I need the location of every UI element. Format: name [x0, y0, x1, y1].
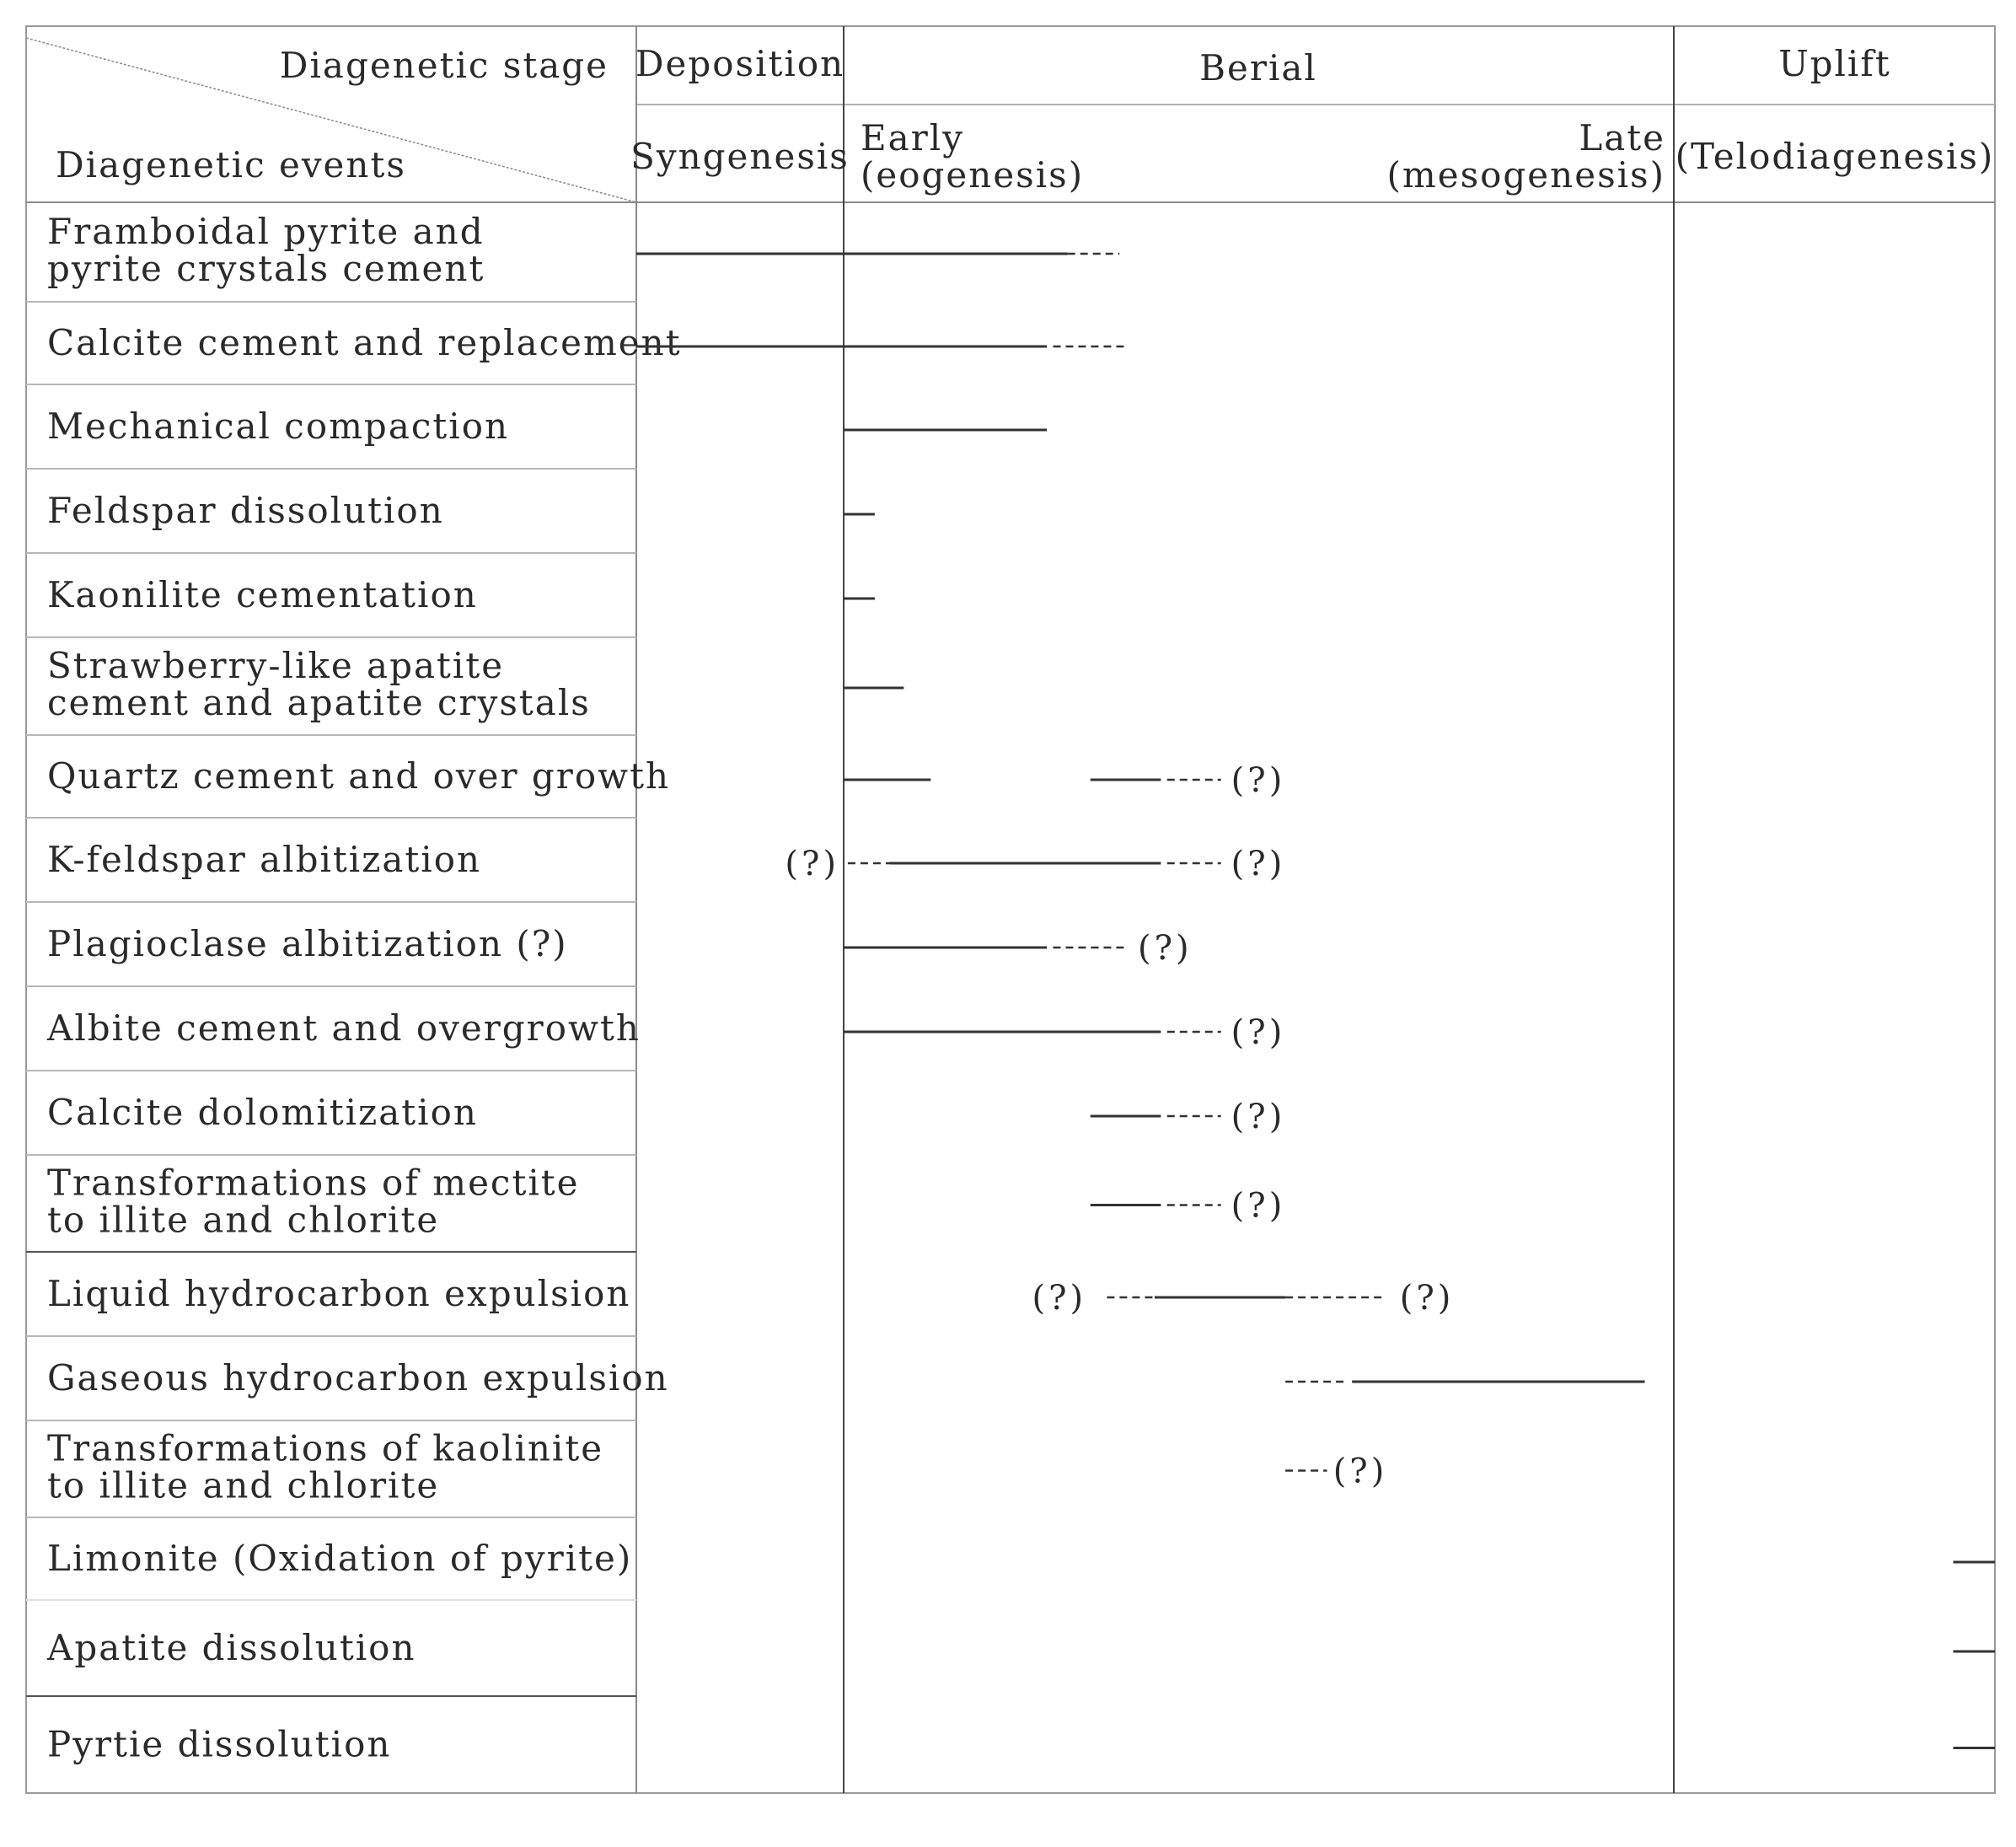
- late-substage-line1: Late: [1579, 117, 1665, 158]
- uncertainty-note: (?): [1231, 1186, 1286, 1226]
- event-label: Apatite dissolution: [47, 1627, 416, 1668]
- event-label: [47, 1428, 603, 1506]
- event-labels: [46, 211, 682, 1765]
- event-label-line: Framboidal pyrite and: [47, 211, 485, 252]
- corner-stage-label: Diagenetic stage: [279, 45, 609, 86]
- event-bars: [636, 254, 1995, 1748]
- event-label: Liquid hydrocarbon expulsion: [47, 1273, 631, 1314]
- event-label-line: Strawberry-like apatite: [47, 645, 505, 686]
- event-label-line: Transformations of mectite: [47, 1162, 580, 1204]
- early-substage-line1: Early: [861, 117, 964, 158]
- event-label-line: to illite and chlorite: [47, 1199, 440, 1241]
- table-header: [56, 43, 1994, 196]
- table-grid: [26, 26, 1995, 1793]
- event-label-line: cement and apatite crystals: [47, 682, 591, 723]
- event-label: [47, 211, 485, 289]
- deposition-stage-header: Deposition: [635, 43, 845, 84]
- event-label: Pyrtie dissolution: [47, 1723, 392, 1765]
- uncertainty-note: (?): [1231, 1098, 1286, 1136]
- uncertainty-note: (?): [1399, 1279, 1455, 1318]
- event-label: Quartz cement and over growth: [47, 755, 671, 797]
- early-substage-line2: (eogenesis): [861, 154, 1085, 196]
- event-label: Plagioclase albitization (?): [47, 923, 568, 964]
- syngenesis-substage: Syngenesis: [630, 136, 850, 177]
- event-label: K-feldspar albitization: [47, 839, 482, 880]
- telodiagenesis-substage: (Telodiagenesis): [1675, 136, 1995, 177]
- uncertainty-note: (?): [1231, 845, 1286, 883]
- uncertainty-note: (?): [1231, 761, 1286, 800]
- uncertainty-note: (?): [1332, 1452, 1388, 1491]
- event-label: Calcite dolomitization: [47, 1092, 478, 1133]
- event-label: Gaseous hydrocarbon expulsion: [47, 1357, 669, 1399]
- uncertainty-note: (?): [785, 845, 840, 883]
- event-label: Feldspar dissolution: [47, 490, 444, 531]
- event-label: Calcite cement and replacement: [47, 322, 682, 363]
- uncertainty-note: (?): [1137, 929, 1193, 968]
- late-substage-line2: (mesogenesis): [1386, 154, 1665, 196]
- uplift-stage-header: Uplift: [1778, 43, 1891, 84]
- event-label: Kaonilite cementation: [47, 574, 478, 615]
- event-label-line: pyrite crystals cement: [47, 248, 485, 289]
- uncertainty-note: (?): [1231, 1013, 1286, 1052]
- table-frame: [26, 26, 1995, 1793]
- burial-stage-header: Berial: [1199, 47, 1317, 89]
- event-label-line: Transformations of kaolinite: [47, 1427, 604, 1469]
- event-label: Mechanical compaction: [47, 405, 510, 447]
- event-label: Albite cement and overgrowth: [47, 1007, 641, 1049]
- uncertainty-note: (?): [1032, 1279, 1087, 1318]
- event-label: [47, 1162, 580, 1241]
- event-label: Limonite (Oxidation of pyrite): [47, 1538, 633, 1579]
- corner-events-label: Diagenetic events: [56, 144, 406, 185]
- event-label: [47, 645, 591, 723]
- event-label-line: to illite and chlorite: [47, 1464, 440, 1506]
